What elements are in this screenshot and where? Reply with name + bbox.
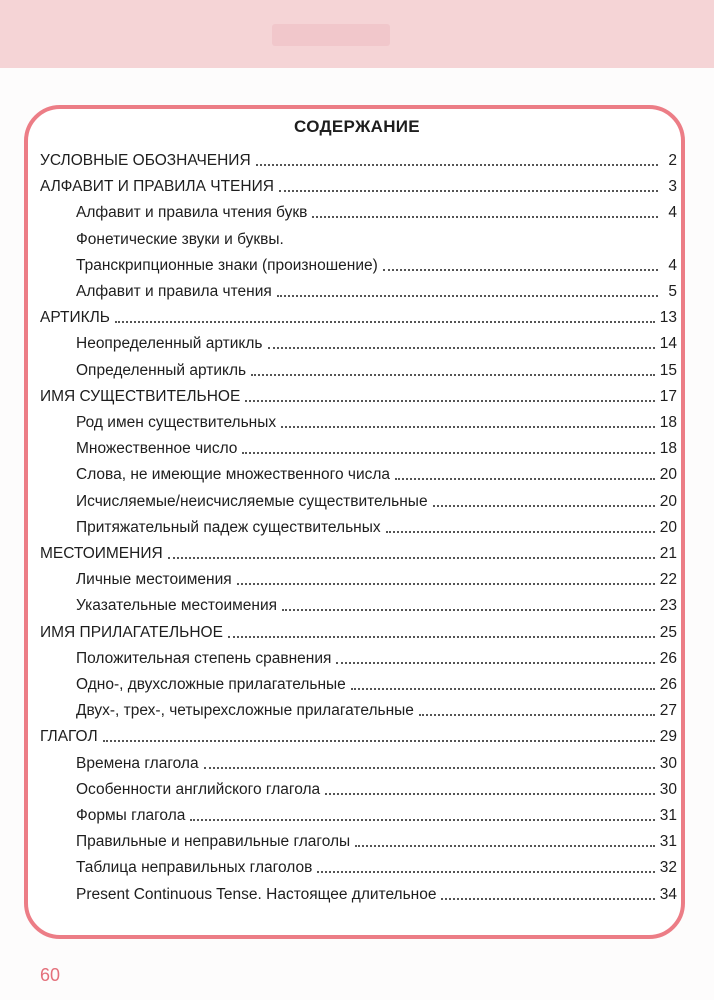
toc-dot-leader <box>268 346 655 349</box>
toc-page-number: 34 <box>659 885 677 903</box>
toc-section[interactable] <box>40 172 677 196</box>
toc-page-number: 4 <box>668 204 677 222</box>
toc-dot-leader <box>245 399 654 402</box>
toc-page-number: 20 <box>659 518 677 536</box>
toc-page-number: 30 <box>659 754 677 772</box>
toc-dot-leader <box>279 189 658 192</box>
toc-entry[interactable] <box>76 225 677 249</box>
toc-dot-leader <box>433 504 655 507</box>
toc-dot-leader <box>204 766 655 769</box>
toc-entry[interactable] <box>76 487 677 511</box>
toc-label: МЕСТОИМЕНИЯ <box>40 545 163 562</box>
toc-page-number: 23 <box>659 597 677 615</box>
toc-entry[interactable] <box>76 749 677 773</box>
toc-dot-leader <box>228 635 655 638</box>
toc-label: Исчисляемые/неисчисляемые существительные <box>76 492 428 510</box>
toc-section[interactable] <box>40 539 677 563</box>
toc-page-number: 13 <box>659 309 677 327</box>
toc-entry[interactable] <box>76 408 677 432</box>
toc-page-number: 21 <box>659 545 677 562</box>
toc-page-number: 26 <box>659 676 677 693</box>
toc-page-number: 20 <box>659 466 677 484</box>
toc-section[interactable] <box>40 146 677 170</box>
toc-entry[interactable] <box>76 198 677 222</box>
toc-entry[interactable] <box>76 696 677 720</box>
toc-label: Времена глагола <box>76 754 199 772</box>
top-decorative-band <box>0 0 714 68</box>
toc-label: Неопределенный артикль <box>76 335 263 353</box>
toc-entry[interactable] <box>76 434 677 458</box>
toc-label: АЛФАВИТ И ПРАВИЛА ЧТЕНИЯ <box>40 178 274 196</box>
toc-dot-leader <box>419 713 655 716</box>
toc-label: Указательные местоимения <box>76 597 278 615</box>
toc-label: Present Continuous Tense. Настоящее длительное <box>76 885 437 903</box>
toc-label: Положительная степень сравнения <box>76 649 332 667</box>
toc-dot-leader <box>237 582 655 585</box>
toc-page-number: 14 <box>659 335 677 353</box>
toc-page-number: 18 <box>659 440 677 458</box>
page-title: СОДЕРЖАНИЕ <box>294 117 420 136</box>
toc-label: Род имен существительных <box>76 414 277 431</box>
page-number: 60 <box>40 965 61 985</box>
toc-entry[interactable] <box>76 356 677 380</box>
toc-dot-leader <box>312 215 658 218</box>
toc-dot-leader <box>355 844 655 847</box>
toc-entry[interactable] <box>76 565 677 589</box>
toc-section[interactable] <box>40 382 677 406</box>
toc-page-number: 3 <box>668 178 677 196</box>
toc-entry[interactable] <box>76 670 677 694</box>
toc-dot-leader <box>168 556 655 559</box>
toc-label: Алфавит и правила чтения букв <box>76 204 308 222</box>
toc-entry[interactable] <box>76 513 677 537</box>
toc-page-number: 22 <box>659 571 677 589</box>
toc-label: Правильные и неправильные глаголы <box>76 833 351 851</box>
toc-dot-leader <box>336 661 654 664</box>
toc-section[interactable] <box>40 722 677 746</box>
toc-label: Двух-, трех-, четырехсложные прилагательные <box>76 702 414 720</box>
toc-entry[interactable] <box>76 775 677 799</box>
toc-page-number: 29 <box>659 728 677 746</box>
toc-page-number: 4 <box>668 256 677 274</box>
toc-page-number: 5 <box>668 283 677 300</box>
toc-label: Личные местоимения <box>76 571 232 589</box>
toc-dot-leader <box>395 477 655 480</box>
toc-label: Одно-, двухсложные прилагательные <box>76 676 346 693</box>
toc-page-number: 2 <box>668 152 677 169</box>
toc-page-number: 27 <box>659 702 677 720</box>
toc-entry[interactable] <box>76 460 677 484</box>
toc-label: Фонетические звуки и буквы. <box>76 230 284 248</box>
toc-label: Притяжательный падеж существительных <box>76 518 381 536</box>
toc-dot-leader <box>317 870 654 873</box>
toc-page-number: 25 <box>659 623 677 641</box>
bleed-through-heading <box>272 24 390 46</box>
toc-dot-leader <box>277 294 658 297</box>
toc-entry[interactable] <box>76 251 677 275</box>
toc-label: Алфавит и правила чтения <box>76 283 272 300</box>
toc-page-number: 18 <box>659 414 677 431</box>
toc-dot-leader <box>351 687 655 690</box>
toc-entry[interactable] <box>76 591 677 615</box>
toc-dot-leader <box>386 530 655 533</box>
toc-page-number: 32 <box>659 859 677 877</box>
toc-dot-leader <box>242 451 654 454</box>
toc-entry[interactable] <box>76 827 677 851</box>
toc-page-number: 20 <box>659 492 677 510</box>
toc-label: Транскрипционные знаки (произношение) <box>76 256 378 274</box>
toc-label: Особенности английского глагола <box>76 780 321 798</box>
toc-dot-leader <box>383 268 658 271</box>
toc-page-number: 30 <box>659 780 677 798</box>
toc-entry[interactable] <box>76 801 677 825</box>
toc-page-number: 26 <box>659 649 677 667</box>
toc-dot-leader <box>289 244 658 245</box>
toc-dot-leader <box>103 739 655 742</box>
toc-section[interactable] <box>40 303 677 327</box>
toc-entry[interactable] <box>76 644 677 668</box>
toc-label: Таблица неправильных глаголов <box>76 859 313 877</box>
toc-label: УСЛОВНЫЕ ОБОЗНАЧЕНИЯ <box>40 152 251 169</box>
toc-label: Формы глагола <box>76 807 186 824</box>
toc-dot-leader <box>282 608 655 611</box>
toc-dot-leader <box>325 792 655 795</box>
toc-label: Множественное число <box>76 440 238 458</box>
toc-section[interactable] <box>40 618 677 642</box>
toc-entry[interactable] <box>76 853 677 877</box>
toc-label: Слова, не имеющие множественного числа <box>76 466 391 484</box>
toc-entry[interactable] <box>76 880 677 904</box>
toc-label: ГЛАГОЛ <box>40 728 98 746</box>
toc-label: ИМЯ СУЩЕСТВИТЕЛЬНОЕ <box>40 387 241 405</box>
toc-label: ИМЯ ПРИЛАГАТЕЛЬНОЕ <box>40 623 223 641</box>
toc-page-number: 17 <box>659 387 677 405</box>
toc-label: АРТИКЛЬ <box>40 309 110 327</box>
toc-label: Определенный артикль <box>76 361 247 379</box>
toc-dot-leader <box>115 320 655 323</box>
toc-dot-leader <box>251 373 655 376</box>
toc-dot-leader <box>281 425 655 428</box>
toc-dot-leader <box>441 897 654 900</box>
toc-page-number: 15 <box>659 361 677 379</box>
toc-page-number: 31 <box>659 807 677 824</box>
toc-dot-leader <box>256 163 658 166</box>
toc-entry[interactable] <box>76 329 677 353</box>
toc-entry[interactable] <box>76 277 677 301</box>
toc-page-number: 31 <box>659 833 677 851</box>
toc-dot-leader <box>190 818 654 821</box>
